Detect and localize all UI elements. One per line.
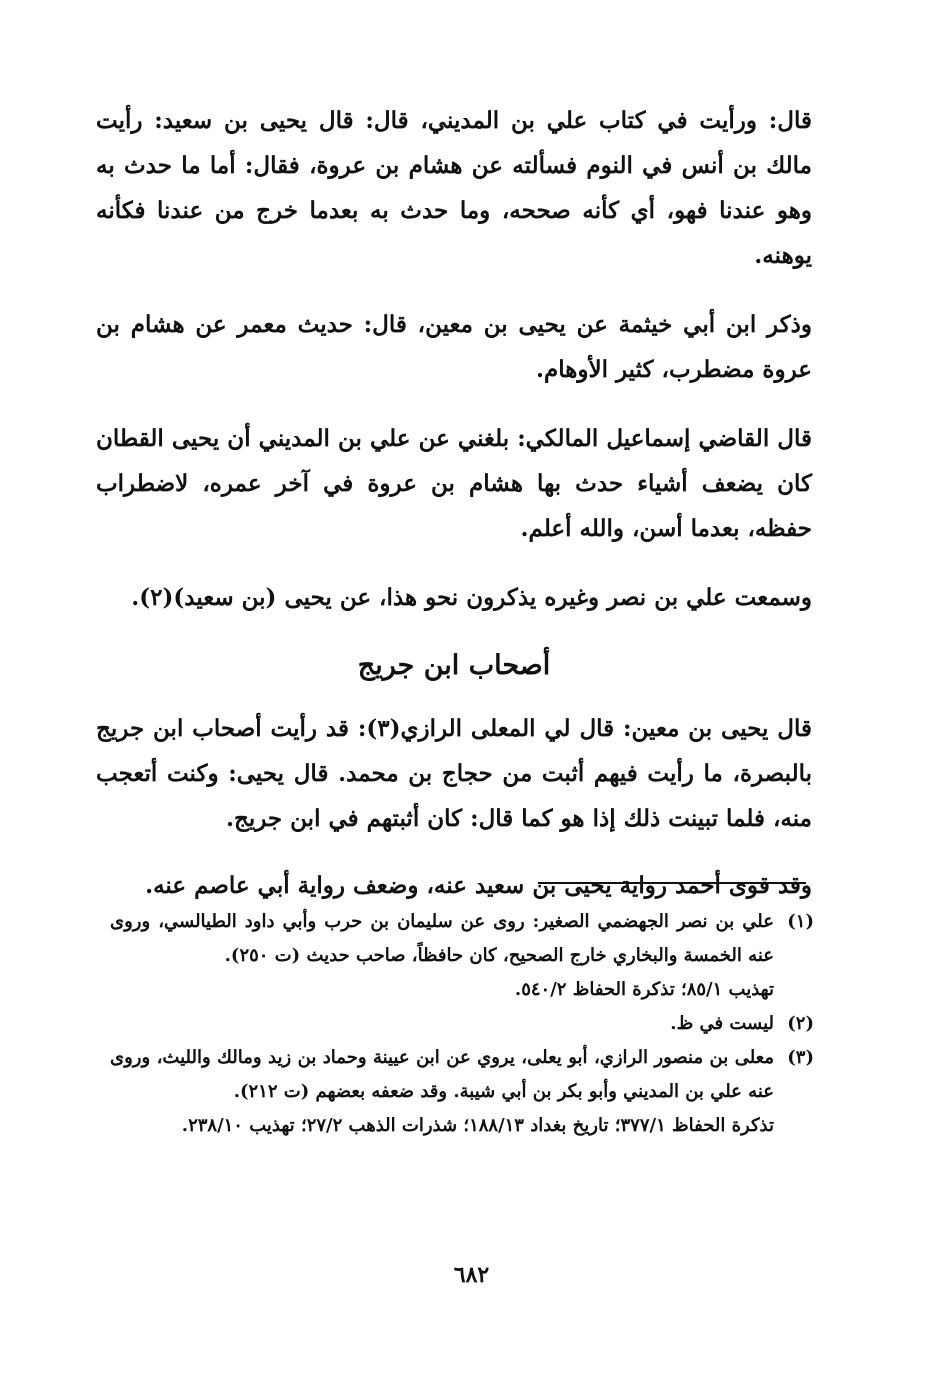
footnote-text xyxy=(110,905,774,1007)
paragraph-1: قال: ورأيت في كتاب علي بن المديني، قال: قال يحيى بن سعيد: رأيت مالك بن أنس في النوم فسألته عن هشام بن عروة، فقال: أما ما حدث به وهو عندنا فهو، أي كأنه صححه، وما حدث به بعدما خرج من عندنا فكأنه يوهنه. xyxy=(96,107,812,269)
footnote-number: (١) xyxy=(787,911,814,932)
paragraph-3: قال القاضي إسماعيل المالكي: بلغني عن علي بن المديني أن يحيى القطان كان يضعف أشياء حدث بها هشام بن عروة في آخر عمره، لاضطراب حفظه، بعدما أسن، والله أعلم. xyxy=(96,425,812,542)
footnote-line: معلى بن منصور الرازي، أبو يعلى، يروي عن ابن عيينة وحماد بن زيد ومالك والليث، وروى عنه علي بن المديني وأبو بكر بن أبي شيبة. وقد ضعفه بعضهم (ت ٢١٢). xyxy=(110,1047,774,1102)
footnote-1 xyxy=(110,905,814,1007)
footnote-text xyxy=(110,1007,774,1041)
footnote-text xyxy=(110,1041,774,1143)
footnote-line: علي بن نصر الجهضمي الصغير: روى عن سليمان بن حرب وأبي داود الطيالسي، وروى عنه الخمسة والبخاري خارج الصحيح، كان حافظاً، صاحب حديث (ت ٢٥٠). xyxy=(110,911,774,966)
footnote-line: تذكرة الحفاظ ٣٧٧/١؛ تاريخ بغداد ١٨٨/١٣؛ شذرات الذهب ٢٧/٢؛ تهذيب ٢٣٨/١٠. xyxy=(181,1115,774,1136)
footnotes xyxy=(110,905,814,1143)
footnote-divider xyxy=(538,882,806,884)
footnote-line: تهذيب ٨٥/١؛ تذكرة الحفاظ ٥٤٠/٢. xyxy=(514,979,774,1000)
paragraph-5: قال يحيى بن معين: قال لي المعلى الرازي(٣): قد رأيت أصحاب ابن جريج بالبصرة، ما رأيت فيهم أثبت من حجاج بن محمد. قال يحيى: وكنت أتعجب منه، فلما تبينت ذلك إذا هو كما قال: كان أثبتهم في ابن جريج. xyxy=(96,715,813,832)
footnote-3 xyxy=(110,1041,814,1143)
page-number: ٦٨٢ xyxy=(453,1262,490,1288)
footnote-number: (٣) xyxy=(787,1047,814,1068)
footnote-2 xyxy=(110,1007,814,1041)
footnote-number: (٢) xyxy=(787,1013,814,1034)
main-text xyxy=(96,98,812,930)
paragraph-2: وذكر ابن أبي خيثمة عن يحيى بن معين، قال: حديث معمر عن هشام بن عروة مضطرب، كثير الأوهام. xyxy=(96,311,812,383)
paragraph-4: وسمعت علي بن نصر وغيره يذكرون نحو هذا، عن يحيى (بن سعيد)(٢). xyxy=(131,584,812,611)
section-heading: أصحاب ابن جريج xyxy=(357,650,551,681)
footnote-line: ليست في ظ. xyxy=(670,1013,774,1034)
paragraph-6: وقد قوى أحمد رواية يحيى بن سعيد عنه، وضعف رواية أبي عاصم عنه. xyxy=(145,872,812,899)
